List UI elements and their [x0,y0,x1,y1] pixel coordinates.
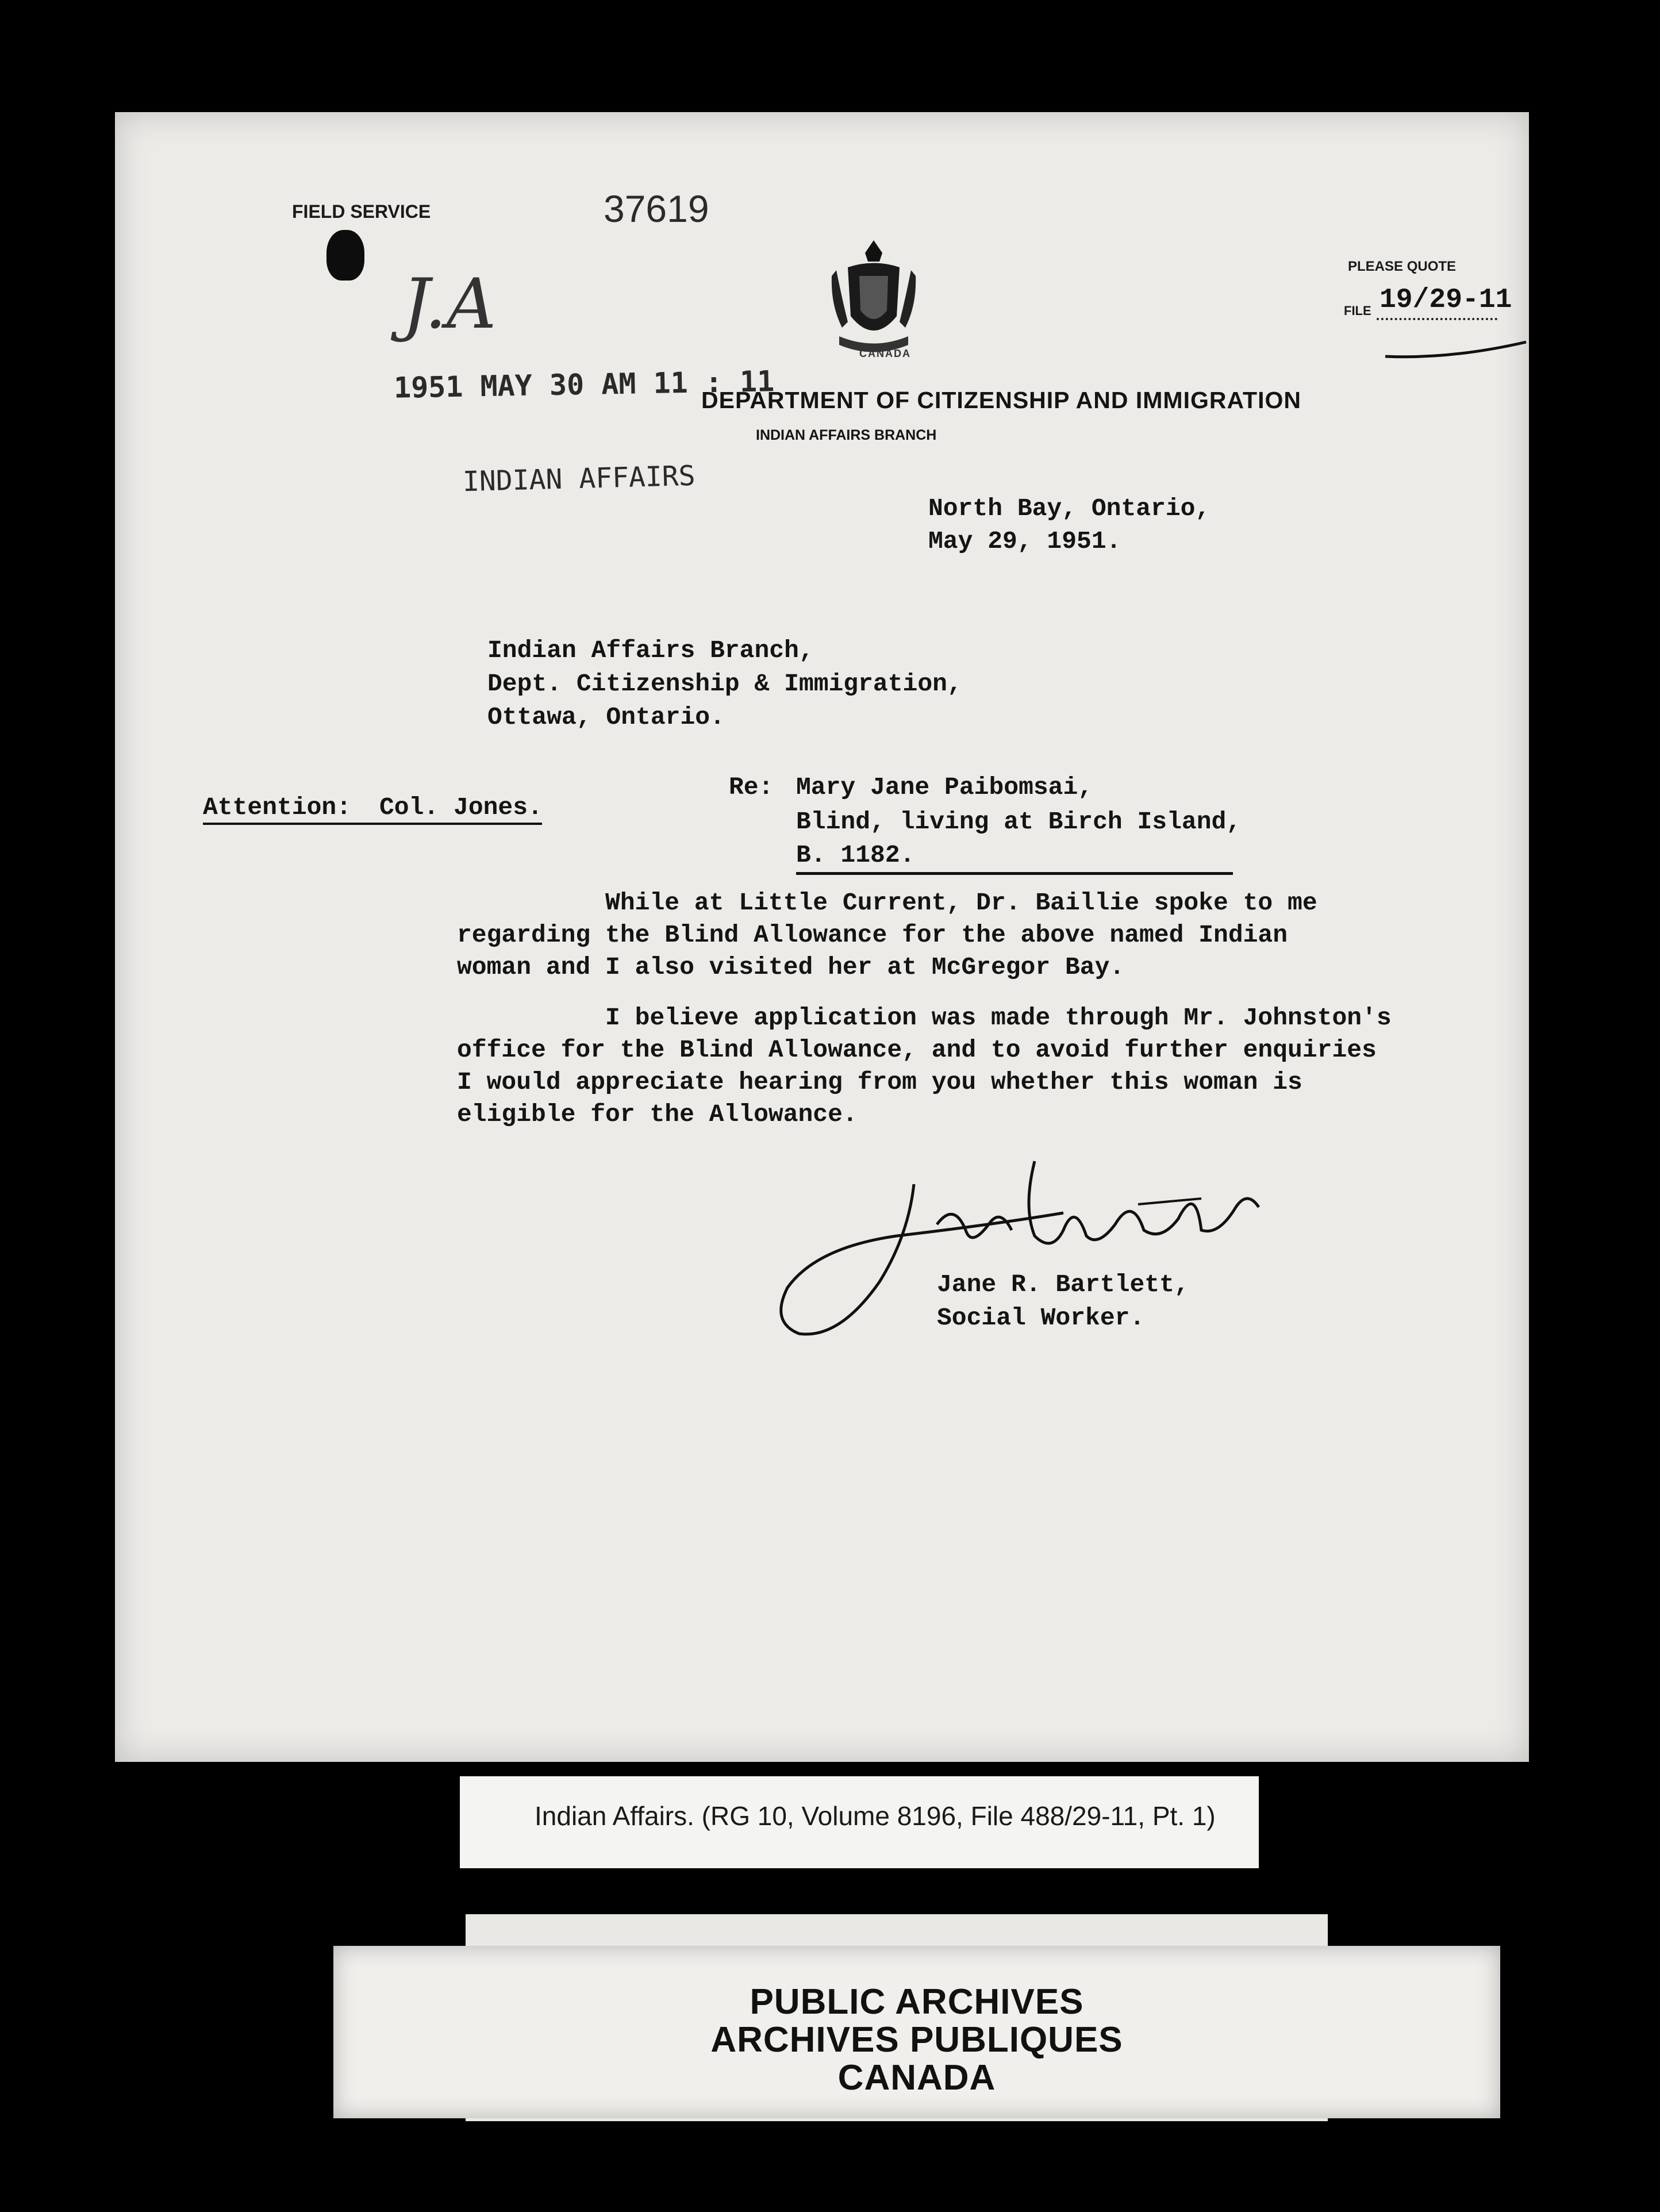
archive-stamp-line-1: PUBLIC ARCHIVES [750,1982,1084,2022]
serial-number: 37619 [604,187,709,230]
letter-page [115,112,1529,1762]
recipient-line-1: Indian Affairs Branch, [487,636,814,665]
attention-name: Col. Jones. [379,793,543,821]
field-service-label: FIELD SERVICE [292,201,431,222]
attention-label: Attention: [203,793,352,821]
file-label: FILE [1344,304,1371,318]
ink-blot [326,230,364,281]
signatory-title: Social Worker. [937,1304,1145,1332]
body-paragraph-2: I believe application was made through Mr. Johnston's office for the Blind Allowance, and to avoid further enquiries I would appreciate hearing from you whether this woman is eligible for the Allowance. [457,1004,1392,1128]
handwritten-initials: J.A [402,264,497,344]
re-line-1: Mary Jane Paibomsai, [796,773,1093,801]
archive-reference-text: Indian Affairs. (RG 10, Volume 8196, File 488/29-11, Pt. 1) [535,1801,1216,1831]
file-number: 19/29-11 [1380,285,1512,316]
re-label: Re: [729,773,774,801]
archive-stamp-line-2: ARCHIVES PUBLIQUES [710,2020,1123,2060]
department-name: DEPARTMENT OF CITIZENSHIP AND IMMIGRATION [701,387,1301,413]
re-underline [796,872,1233,875]
signatory-name: Jane R. Bartlett, [937,1270,1189,1299]
letter-date: May 29, 1951. [928,527,1121,555]
crest-caption: CANADA [859,348,911,359]
re-line-2: Blind, living at Birch Island, [796,808,1242,836]
pen-stroke-mark [1382,331,1532,365]
indian-affairs-stamp: INDIAN AFFAIRS [462,459,696,498]
branch-name: INDIAN AFFAIRS BRANCH [756,427,937,443]
archive-stamp-card [333,1946,1500,2118]
archive-reference-label [460,1776,1259,1868]
letter-place: North Bay, Ontario, [928,494,1211,523]
recipient-line-3: Ottawa, Ontario. [487,703,725,731]
body-paragraph-1: While at Little Current, Dr. Baillie spoke to me regarding the Blind Allowance for the above named Indian woman and I also visited her at McGregor Bay. [457,889,1317,981]
date-received-stamp: 1951 MAY 30 AM 11 : 11 [393,364,775,405]
attention-underline [203,823,542,825]
recipient-line-2: Dept. Citizenship & Immigration, [487,670,962,698]
please-quote-label: PLEASE QUOTE [1348,259,1457,274]
re-line-3: B. 1182. [796,841,915,869]
archive-stamp-line-3: CANADA [837,2058,996,2098]
file-dotted-line [1377,318,1497,320]
